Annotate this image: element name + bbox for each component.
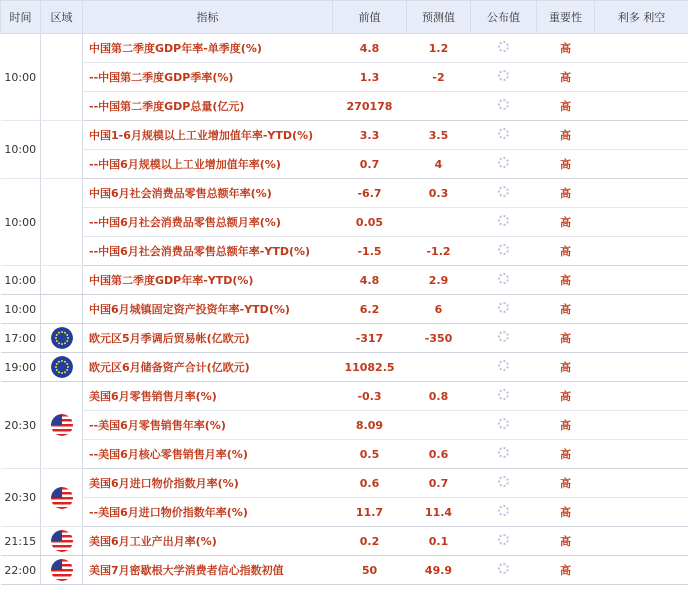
us-flag-icon: [51, 487, 73, 509]
impact-cell: [595, 150, 688, 179]
actual-value: [471, 92, 537, 121]
region-cell: [41, 324, 83, 353]
actual-value: [471, 411, 537, 440]
impact-cell: [595, 498, 688, 527]
indicator-link[interactable]: --中国第二季度GDP季率(%): [83, 63, 333, 92]
previous-value: 0.5: [333, 440, 407, 469]
time-cell: 20:30: [1, 382, 41, 469]
region-cell: [41, 121, 83, 179]
importance-badge: 高: [537, 498, 595, 527]
table-row[interactable]: [1, 469, 688, 498]
forecast-value: [407, 411, 471, 440]
loading-spinner-icon: [498, 273, 509, 284]
impact-cell: [595, 411, 688, 440]
indicator-link[interactable]: --中国6月社会消费品零售总额月率(%): [83, 208, 333, 237]
loading-spinner-icon: [498, 157, 509, 168]
loading-spinner-icon: [498, 186, 509, 197]
loading-spinner-icon: [498, 302, 509, 313]
loading-spinner-icon: [498, 534, 509, 545]
forecast-value: 4: [407, 150, 471, 179]
loading-spinner-icon: [498, 128, 509, 139]
time-cell: 10:00: [1, 121, 41, 179]
time-cell: 19:00: [1, 353, 41, 382]
region-cell: [41, 527, 83, 556]
col-header-previous: 前值: [333, 1, 407, 34]
importance-badge: 高: [537, 324, 595, 353]
time-cell: 22:00: [1, 556, 41, 585]
col-header-forecast: 预测值: [407, 1, 471, 34]
indicator-link[interactable]: 美国7月密歇根大学消费者信心指数初值: [83, 556, 333, 585]
table-row[interactable]: [1, 150, 688, 179]
impact-cell: [595, 324, 688, 353]
impact-cell: [595, 179, 688, 208]
indicator-link[interactable]: 中国第二季度GDP年率-单季度(%): [83, 34, 333, 63]
previous-value: -6.7: [333, 179, 407, 208]
forecast-value: 0.3: [407, 179, 471, 208]
region-cell: [41, 469, 83, 527]
forecast-value: -350: [407, 324, 471, 353]
actual-value: [471, 498, 537, 527]
previous-value: 11.7: [333, 498, 407, 527]
actual-value: [471, 208, 537, 237]
previous-value: 0.05: [333, 208, 407, 237]
indicator-link[interactable]: 中国6月城镇固定资产投资年率-YTD(%): [83, 295, 333, 324]
forecast-value: [407, 208, 471, 237]
impact-cell: [595, 440, 688, 469]
loading-spinner-icon: [498, 360, 509, 371]
importance-badge: 高: [537, 353, 595, 382]
impact-cell: [595, 63, 688, 92]
actual-value: [471, 63, 537, 92]
time-cell: 10:00: [1, 34, 41, 121]
table-row[interactable]: [1, 179, 688, 208]
previous-value: 3.3: [333, 121, 407, 150]
indicator-link[interactable]: --中国6月规模以上工业增加值年率(%): [83, 150, 333, 179]
forecast-value: -1.2: [407, 237, 471, 266]
previous-value: 1.3: [333, 63, 407, 92]
table-row[interactable]: [1, 324, 688, 353]
actual-value: [471, 324, 537, 353]
time-cell: 10:00: [1, 295, 41, 324]
impact-cell: [595, 295, 688, 324]
table-row[interactable]: [1, 208, 688, 237]
impact-cell: [595, 266, 688, 295]
loading-spinner-icon: [498, 331, 509, 342]
table-header-row: [1, 1, 688, 34]
importance-badge: 高: [537, 440, 595, 469]
col-header-time: 时间: [1, 1, 41, 34]
importance-badge: 高: [537, 527, 595, 556]
importance-badge: 高: [537, 63, 595, 92]
actual-value: [471, 179, 537, 208]
impact-cell: [595, 34, 688, 63]
actual-value: [471, 150, 537, 179]
importance-badge: 高: [537, 266, 595, 295]
loading-spinner-icon: [498, 418, 509, 429]
actual-value: [471, 440, 537, 469]
forecast-value: 6: [407, 295, 471, 324]
forecast-value: 3.5: [407, 121, 471, 150]
table-row[interactable]: [1, 92, 688, 121]
table-row[interactable]: [1, 266, 688, 295]
time-cell: 17:00: [1, 324, 41, 353]
actual-value: [471, 295, 537, 324]
indicator-link[interactable]: 美国6月进口物价指数月率(%): [83, 469, 333, 498]
region-cell: [41, 179, 83, 266]
region-cell: [41, 295, 83, 324]
indicator-link[interactable]: --中国6月社会消费品零售总额年率-YTD(%): [83, 237, 333, 266]
importance-badge: 高: [537, 556, 595, 585]
col-header-indicator: 指标: [83, 1, 333, 34]
time-cell: 21:15: [1, 527, 41, 556]
loading-spinner-icon: [498, 389, 509, 400]
previous-value: 6.2: [333, 295, 407, 324]
impact-cell: [595, 382, 688, 411]
eu-flag-icon: [51, 356, 73, 378]
forecast-value: -2: [407, 63, 471, 92]
col-header-importance: 重要性: [537, 1, 595, 34]
actual-value: [471, 382, 537, 411]
importance-badge: 高: [537, 179, 595, 208]
forecast-value: [407, 353, 471, 382]
table-row[interactable]: [1, 440, 688, 469]
impact-cell: [595, 469, 688, 498]
importance-badge: 高: [537, 237, 595, 266]
indicator-link[interactable]: 美国6月工业产出月率(%): [83, 527, 333, 556]
indicator-link[interactable]: --中国第二季度GDP总量(亿元): [83, 92, 333, 121]
forecast-value: 0.6: [407, 440, 471, 469]
loading-spinner-icon: [498, 476, 509, 487]
forecast-value: 0.8: [407, 382, 471, 411]
indicator-link[interactable]: --美国6月进口物价指数年率(%): [83, 498, 333, 527]
forecast-value: 0.7: [407, 469, 471, 498]
loading-spinner-icon: [498, 563, 509, 574]
region-cell: [41, 353, 83, 382]
impact-cell: [595, 92, 688, 121]
previous-value: 4.8: [333, 266, 407, 295]
previous-value: 8.09: [333, 411, 407, 440]
indicator-link[interactable]: 欧元区6月储备资产合计(亿欧元): [83, 353, 333, 382]
actual-value: [471, 527, 537, 556]
forecast-value: 11.4: [407, 498, 471, 527]
region-cell: [41, 34, 83, 121]
importance-badge: 高: [537, 469, 595, 498]
forecast-value: 2.9: [407, 266, 471, 295]
loading-spinner-icon: [498, 505, 509, 516]
table-row[interactable]: [1, 34, 688, 63]
impact-cell: [595, 237, 688, 266]
forecast-value: 0.1: [407, 527, 471, 556]
indicator-link[interactable]: 欧元区5月季调后贸易帐(亿欧元): [83, 324, 333, 353]
actual-value: [471, 353, 537, 382]
region-cell: [41, 266, 83, 295]
time-cell: 10:00: [1, 179, 41, 266]
loading-spinner-icon: [498, 244, 509, 255]
indicator-link[interactable]: --美国6月零售销售年率(%): [83, 411, 333, 440]
loading-spinner-icon: [498, 447, 509, 458]
importance-badge: 高: [537, 411, 595, 440]
previous-value: 0.6: [333, 469, 407, 498]
importance-badge: 高: [537, 150, 595, 179]
loading-spinner-icon: [498, 99, 509, 110]
table-row[interactable]: [1, 527, 688, 556]
previous-value: 0.2: [333, 527, 407, 556]
impact-cell: [595, 121, 688, 150]
indicator-link[interactable]: 中国第二季度GDP年率-YTD(%): [83, 266, 333, 295]
importance-badge: 高: [537, 295, 595, 324]
previous-value: 4.8: [333, 34, 407, 63]
table-row[interactable]: [1, 556, 688, 585]
impact-cell: [595, 556, 688, 585]
actual-value: [471, 469, 537, 498]
actual-value: [471, 237, 537, 266]
table-row[interactable]: [1, 382, 688, 411]
loading-spinner-icon: [498, 215, 509, 226]
actual-value: [471, 266, 537, 295]
eu-flag-icon: [51, 327, 73, 349]
actual-value: [471, 556, 537, 585]
time-cell: 20:30: [1, 469, 41, 527]
previous-value: 11082.5: [333, 353, 407, 382]
table-row[interactable]: [1, 121, 688, 150]
importance-badge: 高: [537, 92, 595, 121]
impact-cell: [595, 527, 688, 556]
actual-value: [471, 121, 537, 150]
importance-badge: 高: [537, 208, 595, 237]
time-cell: 10:00: [1, 266, 41, 295]
forecast-value: [407, 92, 471, 121]
previous-value: 50: [333, 556, 407, 585]
table-row[interactable]: [1, 353, 688, 382]
importance-badge: 高: [537, 121, 595, 150]
importance-badge: 高: [537, 382, 595, 411]
forecast-value: 49.9: [407, 556, 471, 585]
impact-cell: [595, 208, 688, 237]
region-cell: [41, 382, 83, 469]
us-flag-icon: [51, 530, 73, 552]
loading-spinner-icon: [498, 41, 509, 52]
table-row[interactable]: [1, 295, 688, 324]
table-row[interactable]: [1, 63, 688, 92]
impact-cell: [595, 353, 688, 382]
table-row[interactable]: [1, 411, 688, 440]
indicator-link[interactable]: --美国6月核心零售销售月率(%): [83, 440, 333, 469]
actual-value: [471, 34, 537, 63]
region-cell: [41, 556, 83, 585]
col-header-impact: 利多 利空: [595, 1, 688, 34]
table-row[interactable]: [1, 498, 688, 527]
loading-spinner-icon: [498, 70, 509, 81]
col-header-actual: 公布值: [471, 1, 537, 34]
previous-value: -1.5: [333, 237, 407, 266]
indicator-link[interactable]: 美国6月零售销售月率(%): [83, 382, 333, 411]
us-flag-icon: [51, 559, 73, 581]
indicator-link[interactable]: 中国1-6月规模以上工业增加值年率-YTD(%): [83, 121, 333, 150]
previous-value: 0.7: [333, 150, 407, 179]
previous-value: 270178: [333, 92, 407, 121]
table-row[interactable]: [1, 237, 688, 266]
us-flag-icon: [51, 414, 73, 436]
previous-value: -317: [333, 324, 407, 353]
previous-value: -0.3: [333, 382, 407, 411]
col-header-region: 区域: [41, 1, 83, 34]
forecast-value: 1.2: [407, 34, 471, 63]
importance-badge: 高: [537, 34, 595, 63]
indicator-link[interactable]: 中国6月社会消费品零售总额年率(%): [83, 179, 333, 208]
